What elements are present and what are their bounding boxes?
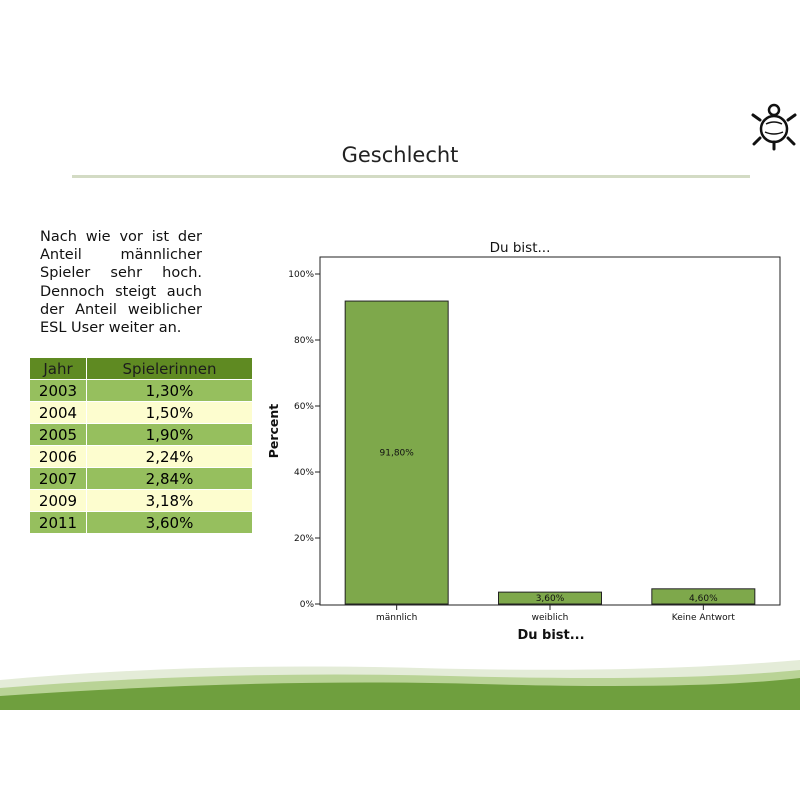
table-row bbox=[30, 380, 253, 402]
cell-year: 2007 bbox=[30, 468, 87, 490]
table-row bbox=[30, 468, 253, 490]
y-axis-label: Percent bbox=[266, 403, 281, 459]
y-tick-label: 20% bbox=[293, 534, 314, 544]
cell-female-share: 3,60% bbox=[87, 512, 253, 534]
cell-year: 2004 bbox=[30, 402, 87, 424]
table-header-row bbox=[30, 358, 253, 380]
bar-data-label: 91,80% bbox=[379, 448, 414, 459]
table-row bbox=[30, 402, 253, 424]
x-axis bbox=[376, 605, 735, 623]
cell-year: 2011 bbox=[30, 512, 87, 534]
cell-female-share: 3,18% bbox=[87, 490, 253, 512]
x-tick-label: Keine Antwort bbox=[671, 613, 735, 623]
title-divider bbox=[72, 175, 750, 178]
cell-year: 2003 bbox=[30, 380, 87, 402]
table-row bbox=[30, 446, 253, 468]
table-row bbox=[30, 424, 253, 446]
y-axis bbox=[288, 270, 320, 610]
cell-year: 2005 bbox=[30, 424, 87, 446]
female-players-table bbox=[29, 357, 253, 534]
cell-female-share: 1,50% bbox=[87, 402, 253, 424]
table-row bbox=[30, 512, 253, 534]
x-tick-label: weiblich bbox=[531, 613, 569, 623]
turtle-logo-icon bbox=[750, 102, 798, 152]
bar-data-label: 4,60% bbox=[689, 594, 718, 604]
x-axis-label: Du bist... bbox=[517, 628, 585, 643]
slide-title: Geschlecht bbox=[341, 143, 459, 167]
column-header-year: Jahr bbox=[30, 358, 87, 380]
cell-female-share: 2,24% bbox=[87, 446, 253, 468]
y-tick-label: 100% bbox=[288, 270, 314, 280]
gender-bar-chart bbox=[255, 232, 800, 652]
y-tick-label: 60% bbox=[293, 402, 314, 412]
cell-female-share: 1,30% bbox=[87, 380, 253, 402]
y-tick-label: 80% bbox=[293, 336, 314, 346]
cell-female-share: 1,90% bbox=[87, 424, 253, 446]
cell-female-share: 2,84% bbox=[87, 468, 253, 490]
bar-data-label: 3,60% bbox=[535, 594, 565, 604]
column-header-female-players: Spielerinnen bbox=[87, 358, 253, 380]
cell-year: 2006 bbox=[30, 446, 87, 468]
table-row bbox=[30, 490, 253, 512]
y-tick-label: 0% bbox=[299, 600, 314, 610]
footer-wave bbox=[0, 640, 800, 710]
cell-year: 2009 bbox=[30, 490, 87, 512]
y-tick-label: 40% bbox=[293, 468, 314, 478]
intro-text: Nach wie vor ist der Anteil männlicher Spieler sehr hoch. Dennoch steigt auch der Anteil weiblicher ESL User weiter an. bbox=[40, 229, 202, 337]
x-tick-label: männlich bbox=[375, 613, 418, 623]
chart-title: Du bist... bbox=[489, 240, 551, 256]
